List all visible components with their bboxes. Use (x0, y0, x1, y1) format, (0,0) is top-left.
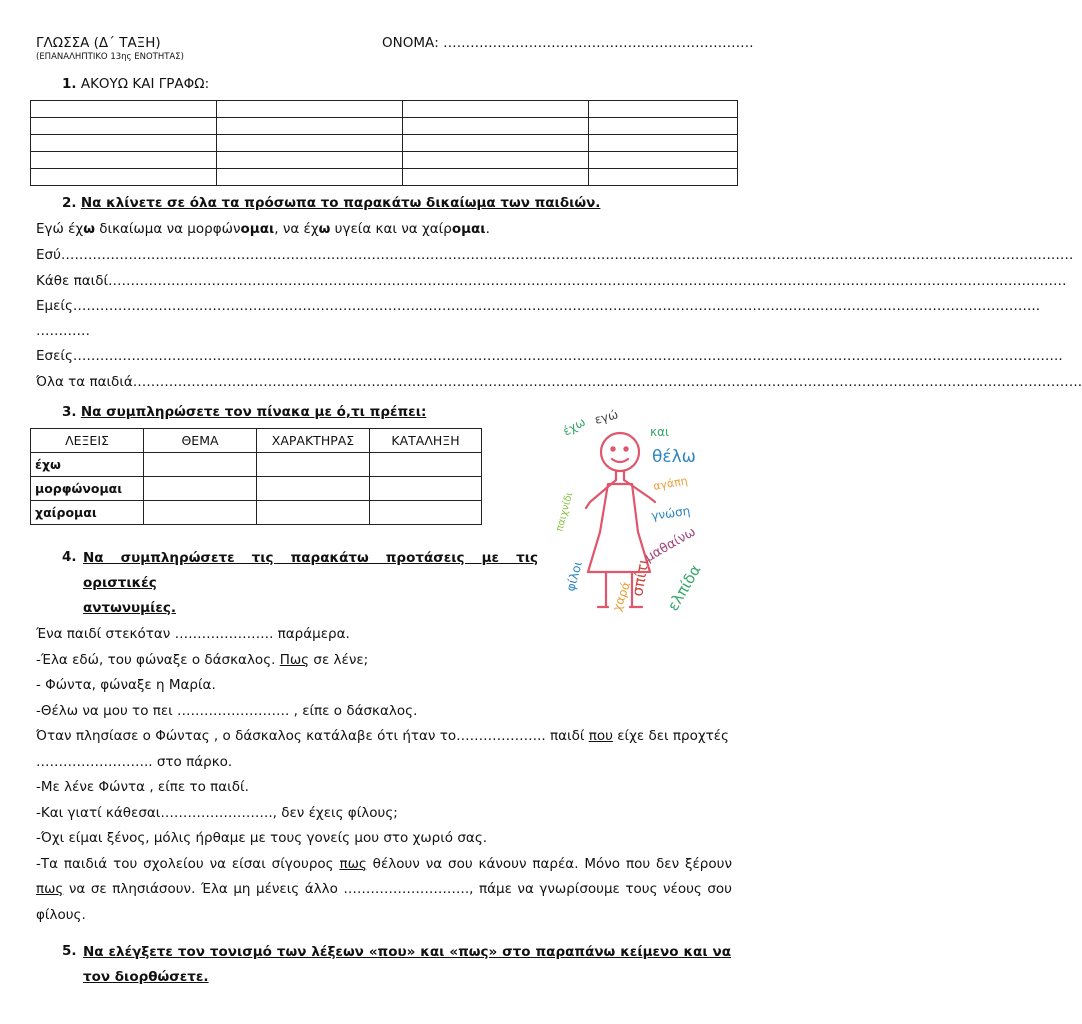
text-line: -Έλα εδώ, του φώναξε ο δάσκαλος. Πως σε λένε; (36, 651, 369, 668)
drawing-word: γνώση (650, 503, 692, 523)
drawing-word: χαρά (609, 579, 634, 614)
section3-title: Να συμπληρώσετε τον πίνακα με ό,τι πρέπει: (80, 404, 427, 420)
answer-line-kathe-paidi: Κάθε παιδί…………………………………………………………………………………………………………………………………………………………………………………………… (36, 273, 1067, 289)
table-row (31, 501, 482, 525)
table-row (31, 453, 482, 477)
text-line: -Με λένε Φώντα , είπε το παιδί. (36, 779, 249, 795)
answer-line-esy: Εσύ……………………………………………………………………………………………………………………………………………………………………………………………………… (36, 247, 1074, 263)
child-drawing (550, 402, 730, 620)
column-header: ΚΑΤΑΛΗΞΗ (370, 429, 482, 453)
drawing-word: μαθαίνω (642, 524, 699, 566)
section3-heading (62, 404, 426, 420)
section1-heading (62, 76, 209, 92)
row-word: χαίρομαι (31, 501, 144, 525)
text-line: -Όχι είμαι ξένος, μόλις ήρθαμε με τους γονείς μου στο χωριό σας. (36, 830, 488, 846)
section5-heading (62, 943, 77, 959)
example-sentence: Εγώ έχω δικαίωμα να μορφώνομαι, να έχω υγεία και να χαίρομαι. (36, 221, 490, 237)
word-analysis-table (30, 428, 482, 525)
drawing-word: σπίτι (628, 557, 653, 598)
section4-text (36, 622, 732, 928)
section2-title: Να κλίνετε σε όλα τα πρόσωπα το παρακάτω δικαίωμα των παιδιών. (80, 195, 601, 211)
row-word: μορφώνομαι (31, 477, 144, 501)
section4-title: Να συμπληρώσετε τις παρακάτω προτάσεις με τις οριστικές αντωνυμίες. (83, 550, 538, 616)
text-line: …………………….. στο πάρκο. (36, 753, 233, 770)
table-row (31, 477, 482, 501)
text-line: Όταν πλησίασε ο Φώντας , ο δάσκαλος κατάλαβε ότι ήταν το……………….. παιδί που είχε δει προχτές (36, 728, 729, 744)
section4-number: 4. (62, 549, 77, 565)
drawing-word: αγάπη (652, 474, 689, 493)
drawing-word: και (650, 425, 670, 439)
row-word: έχω (31, 453, 144, 477)
column-header: ΘΕΜΑ (144, 429, 257, 453)
section4-heading (62, 549, 77, 565)
drawing-word: φίλοι (563, 559, 585, 593)
name-field-label: ΟΝΟΜΑ: …………………………………………………………… (382, 35, 754, 51)
drawing-word: ελπίδα (663, 561, 705, 614)
answer-line-ola-ta-paidia: Όλα τα παιδιά…………………………………………………………………………………………………………………………………………………………………………………………. (36, 374, 1082, 390)
text-line: Ένα παιδί στεκόταν …………………. παράμερα. (36, 626, 350, 642)
section1-title: ΑΚΟΥΩ ΚΑΙ ΓΡΑΦΩ: (80, 76, 210, 92)
drawing-word: θέλω (652, 447, 696, 467)
answer-line-eseis: Εσείς…………………………………………………………………………………………………………………………………………………………………………………………………. (36, 348, 1063, 364)
text-line: -Και γιατί κάθεσαι……………………., δεν έχεις φίλους; (36, 804, 398, 821)
drawing-word: έχω (560, 414, 588, 439)
text-paragraph: -Τα παιδιά του σχολείου να είσαι σίγουρος πως θέλουν να σου κάνουν παρέα. Μόνο που δεν ξέρουν πως να σε πλησιάσουν. Έλα μη μένεις άλλο ………………………., πάμε να γνωρίσουμε τους νέους σου φίλους. (36, 855, 732, 923)
page-title: ΓΛΩΣΣΑ (Δ΄ ΤΑΞΗ) (36, 35, 161, 51)
drawing-word: εγώ (593, 407, 620, 427)
dictation-grid (30, 100, 738, 186)
text-line: - Φώντα, φώναξε η Μαρία. (36, 677, 216, 693)
answer-line-emeis: Εμείς…………………………………………………………………………………………………………………………………………………………………………………………….. (36, 298, 1040, 314)
section2-number: 2. (62, 195, 77, 211)
page-subtitle: (ΕΠΑΝΑΛΗΠΤΙΚΟ 13ης ΕΝΟΤΗΤΑΣ) (36, 52, 184, 62)
section1-number: 1. (62, 76, 77, 92)
drawing-word: παιχνίδι (554, 491, 576, 533)
text-line: -Θέλω να μου το πει ……………………. , είπε ο δάσκαλος. (36, 702, 418, 719)
column-header: ΛΕΞΕΙΣ (31, 429, 144, 453)
section2-heading (62, 195, 600, 211)
section5-title: Να ελέγξετε τον τονισμό των λέξεων «που» και «πως» στο παραπάνω κείμενο και να τον διορθώσετε. (83, 944, 731, 985)
section3-number: 3. (62, 404, 77, 420)
section5-number: 5. (62, 943, 77, 959)
column-header: ΧΑΡΑΚΤΗΡΑΣ (257, 429, 370, 453)
answer-line-continuation: ………… (36, 323, 90, 339)
